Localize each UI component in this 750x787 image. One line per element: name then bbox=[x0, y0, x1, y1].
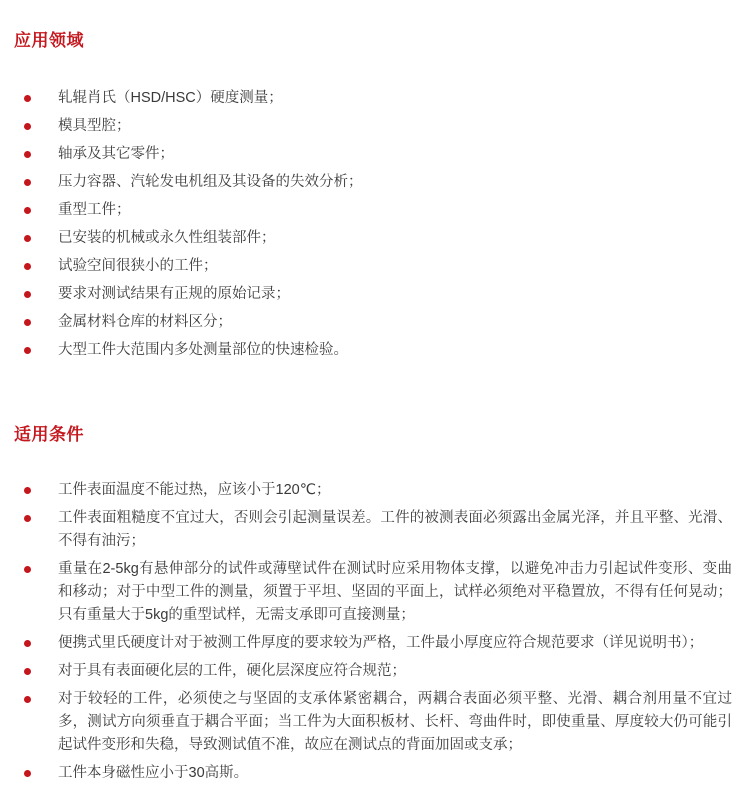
list-item: 轧辊肖氏（HSD/HSC）硬度测量； bbox=[0, 87, 750, 110]
list-item: 模具型腔； bbox=[0, 115, 750, 138]
list-item: 金属材料仓库的材料区分； bbox=[0, 311, 750, 334]
section-title: 适用条件 bbox=[14, 425, 84, 444]
list-item: 压力容器、汽轮发电机组及其设备的失效分析； bbox=[0, 171, 750, 194]
list-item: 工件表面粗糙度不宜过大，否则会引起测量误差。工件的被测表面必须露出金属光泽，并且平整、光滑、不得有油污； bbox=[0, 507, 750, 553]
list-item: 试验空间很狭小的工件； bbox=[0, 255, 750, 278]
list-item: 已安装的机械或永久性组装部件； bbox=[0, 227, 750, 250]
applicable-conditions-list bbox=[0, 479, 750, 785]
section-application-fields bbox=[0, 0, 750, 362]
list-item: 轴承及其它零件； bbox=[0, 143, 750, 166]
application-fields-list bbox=[0, 87, 750, 362]
list-item: 重型工件； bbox=[0, 199, 750, 222]
list-item: 对于具有表面硬化层的工件，硬化层深度应符合规范； bbox=[0, 660, 750, 683]
list-item: 工件表面温度不能过热，应该小于120℃； bbox=[0, 479, 750, 502]
list-item: 便携式里氏硬度计对于被测工件厚度的要求较为严格，工件最小厚度应符合规范要求（详见说明书）； bbox=[0, 632, 750, 655]
section-applicable-conditions bbox=[0, 368, 750, 785]
list-item: 工件本身磁性应小于30高斯。 bbox=[0, 762, 750, 785]
list-item: 重量在2‐5kg有悬伸部分的试件或薄壁试件在测试时应采用物体支撑，以避免冲击力引起试件变形、变曲和移动；对于中型工件的测量，须置于平坦、坚固的平面上，试样必须绝对平稳置放，不得有任何晃动；只有重量大于5kg的重型试样，无需支承即可直接测量； bbox=[0, 558, 750, 627]
section-title: 应用领域 bbox=[14, 31, 84, 50]
list-item: 对于较轻的工件，必须使之与坚固的支承体紧密耦合，两耦合表面必须平整、光滑、耦合剂用量不宜过多，测试方向须垂直于耦合平面；当工件为大面积板材、长杆、弯曲件时，即使重量、厚度较大仍可能引起试件变形和失稳，导致测试值不准，故应在测试点的背面加固或支承； bbox=[0, 688, 750, 757]
list-item: 要求对测试结果有正规的原始记录； bbox=[0, 283, 750, 306]
list-item: 大型工件大范围内多处测量部位的快速检验。 bbox=[0, 339, 750, 362]
